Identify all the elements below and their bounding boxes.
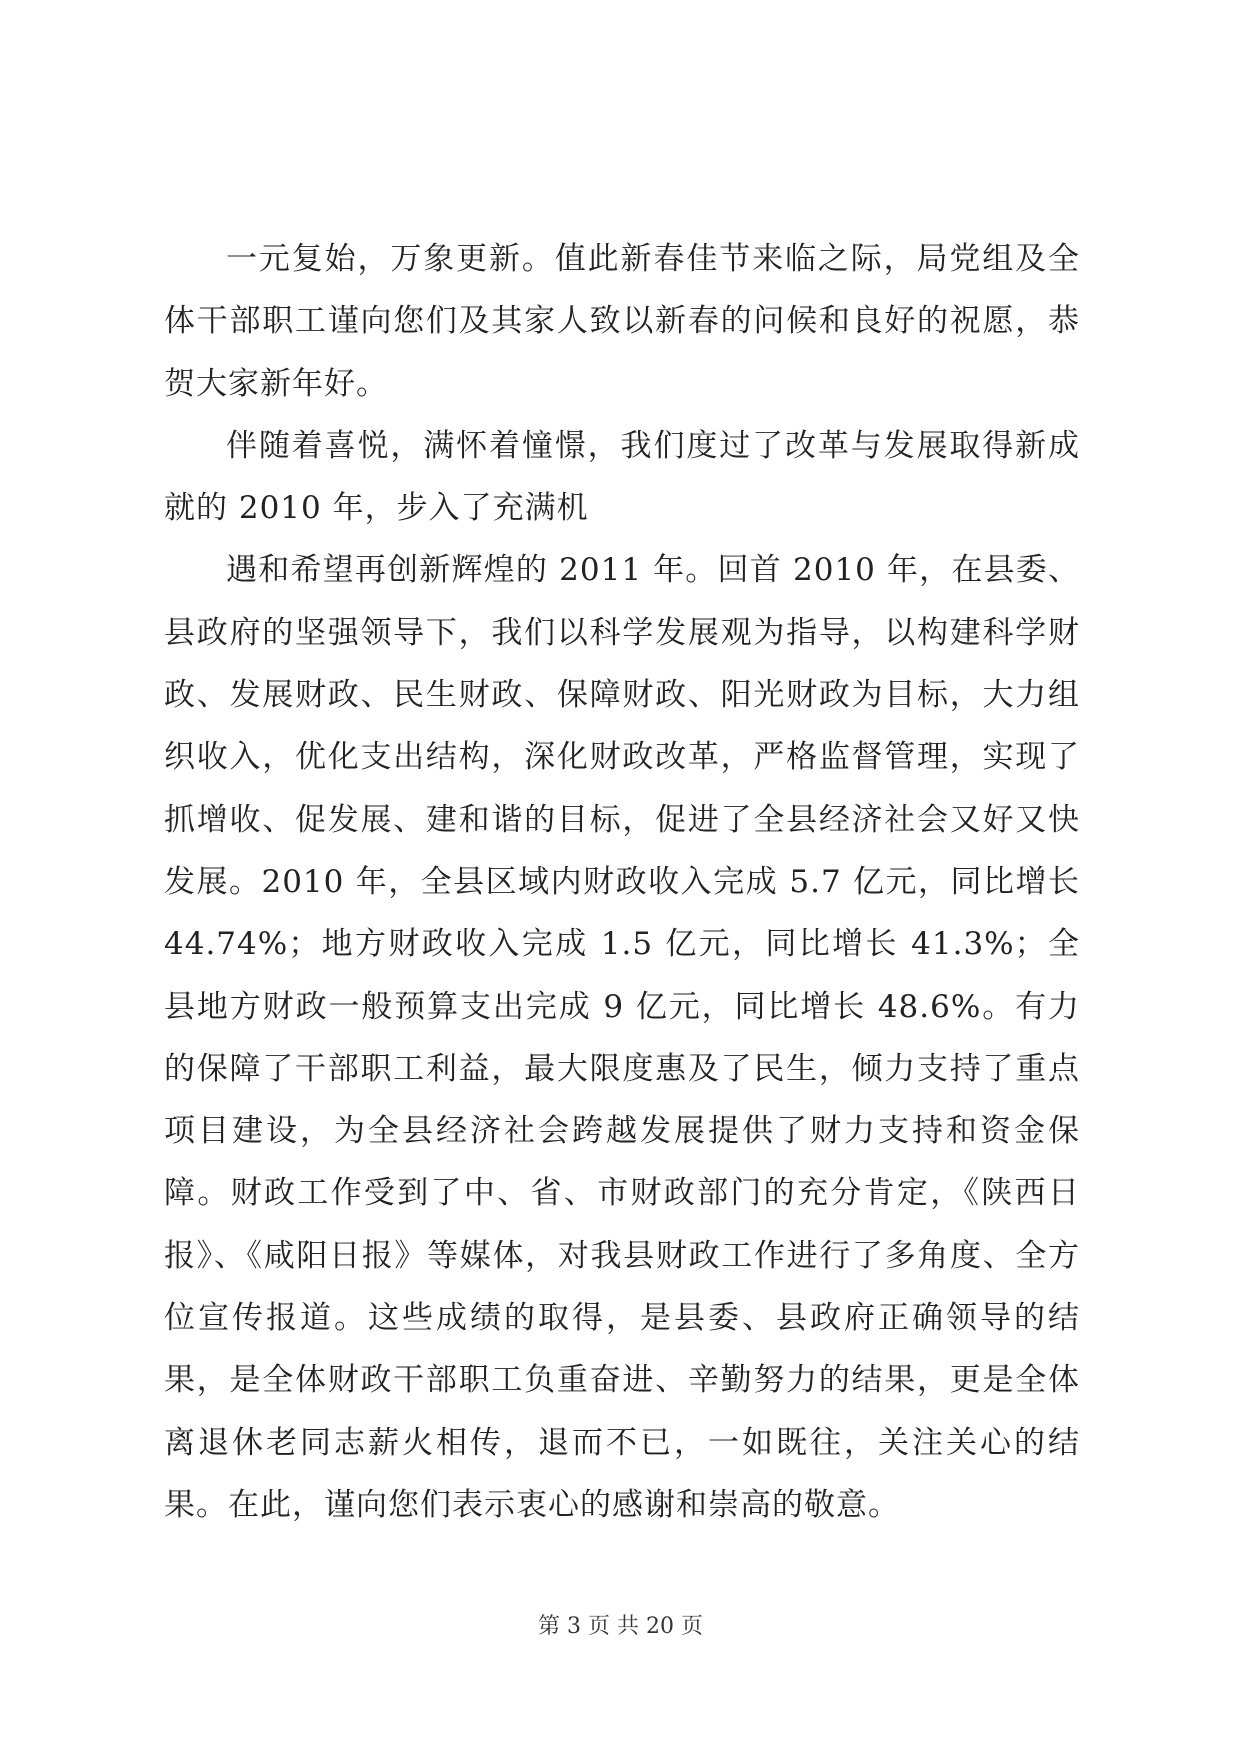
paragraph-new-year-greeting: 一元复始，万象更新。值此新春佳节来临之际，局党组及全体干部职工谨向您们及其家人致以新春的问候和良好的祝愿，恭贺大家新年好。 [164,241,1080,402]
document-body [164,228,1080,1536]
paragraph-2010-achievements: 遇和希望再创新辉煌的 2011 年。回首 2010 年，在县委、县政府的坚强领导下，我们以科学发展观为指导，以构建科学财政、发展财政、民生财政、保障财政、阳光财政为目标，大力组织收入，优化支出结构，深化财政改革，严格监督管理，实现了抓增收、促发展、建和谐的目标，促进了全县经济社会又好又快发展。2010 年，全县区域内财政收入完成 5.7 亿元，同比增长 44.74%；地方财政收入完成 1.5 亿元，同比增长 41.3%；全县地方财政一般预算支出完成 9 亿元，同比增长 48.6%。有力的保障了干部职工利益，最大限度惠及了民生，倾力支持了重点项目建设，为全县经济社会跨越发展提供了财力支持和资金保障。财政工作受到了中、省、市财政部门的充分肯定，《陕西日报》、《咸阳日报》等媒体，对我县财政工作进行了多角度、全方位宣传报道。这些成绩的取得，是县委、县政府正确领导的结果，是全体财政干部职工负重奋进、辛勤努力的结果，更是全体离退休老同志薪火相传，退而不已，一如既往，关注关心的结果。在此，谨向您们表示衷心的感谢和崇高的敬意。 [164,552,1080,1523]
page-number-footer: 第 3 页 共 20 页 [538,1614,703,1639]
paragraph-review-intro: 伴随着喜悦，满怀着憧憬，我们度过了改革与发展取得新成就的 2010 年，步入了充满机 [164,427,1080,527]
